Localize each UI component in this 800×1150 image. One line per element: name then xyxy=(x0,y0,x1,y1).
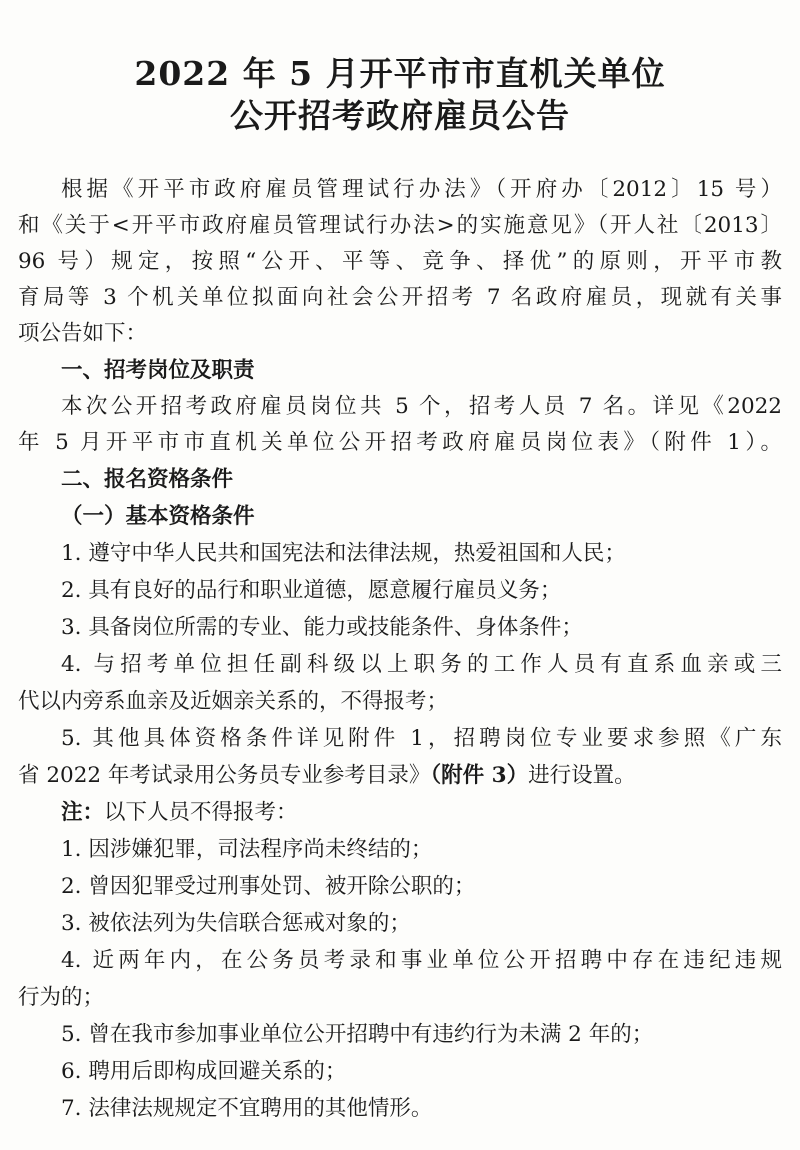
section-2-item-5-line-1: 5. 其他具体资格条件详见附件 1，招聘岗位专业要求参照《广东 xyxy=(61,726,782,751)
note-line xyxy=(61,798,782,828)
note-item-1: 1. 因涉嫌犯罪，司法程序尚未终结的； xyxy=(61,837,433,862)
item-5-text-c: 进行设置。 xyxy=(528,763,636,788)
section-2-item-5-line-2 xyxy=(18,761,782,791)
item-5-attachment-ref: （附件 3） xyxy=(430,763,529,788)
section-2-item-4-line-2: 代以内旁系血亲及近姻亲关系的，不得报考； xyxy=(18,689,449,714)
section-2-item-3: 3. 具备岗位所需的专业、能力或技能条件、身体条件； xyxy=(61,615,583,640)
note-text: 以下人员不得报考： xyxy=(104,800,298,825)
section-2-item-4-line-1: 4. 与招考单位担任副科级以上职务的工作人员有直系血亲或三 xyxy=(61,652,782,677)
intro-line-1: 根据《开平市政府雇员管理试行办法》（开府办〔2012〕15 号） xyxy=(61,177,782,202)
section-1-heading: 一、招考岗位及职责 xyxy=(61,358,255,383)
section-2-item-2: 2. 具有良好的品行和职业道德，愿意履行雇员义务； xyxy=(61,578,562,603)
section-1-line-2: 年 5 月开平市市直机关单位公开招考政府雇员岗位表》（附件 1）。 xyxy=(18,430,782,455)
document-title-line-1: 2022 年 5 月开平市市直机关单位 xyxy=(134,54,666,93)
section-1-line-1: 本次公开招考政府雇员岗位共 5 个，招考人员 7 名。详见《2022 xyxy=(61,394,782,419)
item-5-text-a: 省 2022 年考试录用公务员专业参考目录》 xyxy=(18,763,431,788)
note-item-7: 7. 法律法规规定不宜聘用的其他情形。 xyxy=(61,1096,433,1121)
intro-line-4: 育局等 3 个机关单位拟面向社会公开招考 7 名政府雇员，现就有关事 xyxy=(18,285,782,310)
section-2-subheading: （一）基本资格条件 xyxy=(61,504,255,529)
note-item-2: 2. 曾因犯罪受过刑事处罚、被开除公职的； xyxy=(61,874,476,899)
note-item-3: 3. 被依法列为失信联合惩戒对象的； xyxy=(61,911,411,936)
section-2-item-1: 1. 遵守中华人民共和国宪法和法律法规，热爱祖国和人民； xyxy=(61,541,626,566)
note-item-5: 5. 曾在我市参加事业单位公开招聘中有违约行为未满 2 年的； xyxy=(61,1022,654,1047)
section-2-heading: 二、报名资格条件 xyxy=(61,467,234,492)
intro-line-2: 和《关于<开平市政府雇员管理试行办法>的实施意见》（开人社〔2013〕 xyxy=(18,213,782,238)
note-item-4-line-1: 4. 近两年内，在公务员考录和事业单位公开招聘中存在违纪违规 xyxy=(61,948,782,973)
note-item-4-line-2: 行为的； xyxy=(18,985,105,1010)
document-title-line-2: 公开招考政府雇员公告 xyxy=(230,96,570,135)
note-label: 注： xyxy=(61,800,105,825)
note-item-6: 6. 聘用后即构成回避关系的； xyxy=(61,1059,347,1084)
intro-line-5: 项公告如下： xyxy=(18,321,148,346)
intro-line-3: 96 号）规定，按照“公开、平等、竞争、择优”的原则，开平市教 xyxy=(18,249,782,274)
